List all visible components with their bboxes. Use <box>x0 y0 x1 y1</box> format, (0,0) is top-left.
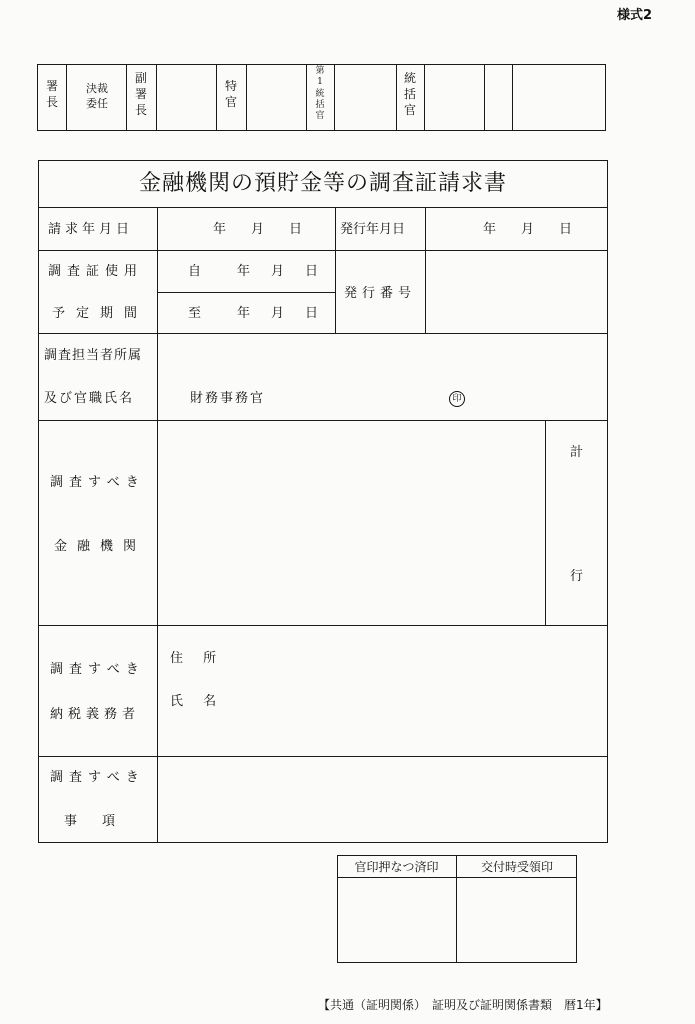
receipt-seal-label: 交付時受領印 <box>480 860 553 874</box>
approval-label-deputy-director: 副 署 長 <box>134 71 147 118</box>
issue-date-label: 発行年月日 <box>340 222 406 237</box>
usage-period-from-value[interactable]: 年 月 日 <box>237 264 323 279</box>
approval-label-first-chief: 第 1 統 括 官 <box>315 66 325 121</box>
receipt-seal-field[interactable] <box>458 879 575 961</box>
officer-label-1: 調査担当者所属 <box>44 348 143 363</box>
issue-date-value[interactable]: 年 月 日 <box>483 222 579 237</box>
request-date-value[interactable]: 年 月 日 <box>213 222 309 237</box>
usage-period-label-1: 調査証使用 <box>48 264 144 279</box>
usage-period-label-2: 予定期間 <box>52 306 149 321</box>
approval-label-chief: 統 括 官 <box>403 71 416 118</box>
footer-classification: 【共通（証明関係） 証明及び証明関係書類 暦1年】 <box>318 998 608 1012</box>
usage-period-from-prefix: 自 <box>188 264 202 279</box>
taxpayer-label-1: 調査すべき <box>50 662 145 677</box>
institution-label-2: 金融機関 <box>54 539 147 554</box>
taxpayer-label-2: 納税義務者 <box>50 707 141 722</box>
officer-label-2: 及び官職氏名 <box>44 391 135 406</box>
issue-number-label: 発行番号 <box>344 286 417 301</box>
institution-field[interactable] <box>159 422 544 624</box>
request-date-label: 請求年月日 <box>48 222 134 237</box>
usage-period-to-value[interactable]: 年 月 日 <box>237 306 323 321</box>
total-label-top: 計 <box>570 445 584 460</box>
matters-label-2: 事 項 <box>64 814 122 829</box>
matters-field[interactable] <box>159 758 606 841</box>
taxpayer-field[interactable] <box>215 640 603 750</box>
form-title: 金融機関の預貯金等の調査証請求書 <box>138 171 507 196</box>
officer-title: 財務事務官 <box>190 391 266 406</box>
taxpayer-address-label: 住 所 <box>170 651 225 666</box>
official-seal-field[interactable] <box>339 879 455 961</box>
approval-label-director: 署 長 <box>45 79 58 110</box>
approval-label-delegated: 決裁 委任 <box>86 82 108 110</box>
usage-period-to-prefix: 至 <box>188 306 202 321</box>
seal-mark: 印 <box>449 391 465 407</box>
taxpayer-name-label: 氏 名 <box>170 694 225 709</box>
institution-label-1: 調査すべき <box>50 475 145 490</box>
approval-label-special-officer: 特 官 <box>224 79 237 110</box>
total-label-bottom: 行 <box>570 569 584 584</box>
matters-label-1: 調査すべき <box>50 770 145 785</box>
issue-number-field[interactable] <box>427 252 606 332</box>
form-number: 様式2 <box>617 8 653 23</box>
official-seal-label: 官印押なつ済印 <box>354 860 439 874</box>
